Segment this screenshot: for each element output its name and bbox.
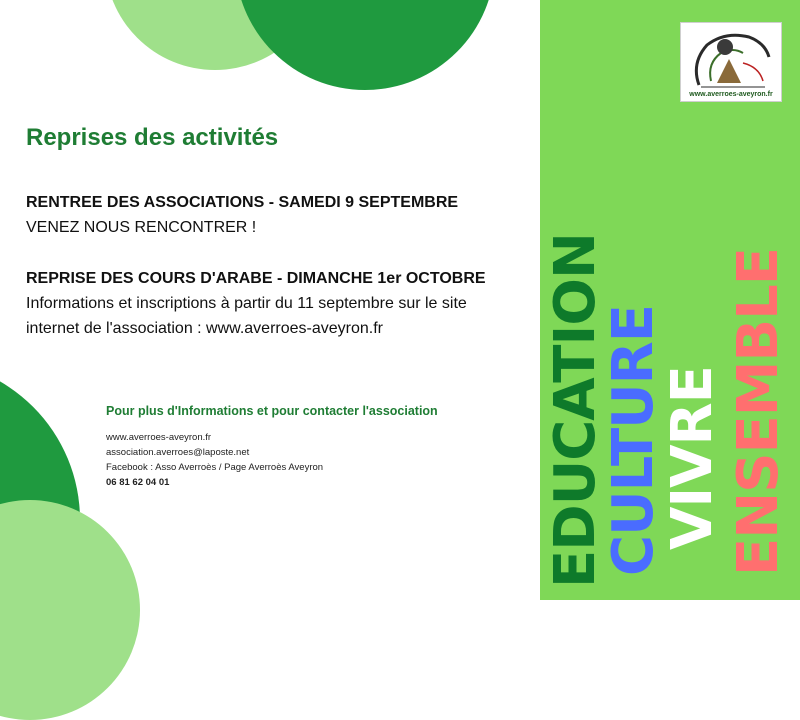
page-title: Reprises des activités [26, 124, 279, 151]
word-ensemble: ENSEMBLE [726, 247, 791, 576]
rentree-text: VENEZ NOUS RENCONTRER ! [26, 219, 257, 236]
decor-circle-dark [235, 0, 495, 90]
contact-title: Pour plus d'Informations et pour contacter l'association [106, 404, 438, 418]
decor-circle-light-left [0, 500, 140, 720]
reprise-block [26, 266, 486, 341]
word-education: EDUCATION [543, 233, 608, 588]
rentree-title: RENTREE DES ASSOCIATIONS - SAMEDI 9 SEPTEMBRE [26, 194, 459, 211]
reprise-line-2: internet de l'association : www.averroes-aveyron.fr [26, 320, 383, 337]
word-culture: CULTURE [601, 304, 666, 576]
contact-facebook: Facebook : Asso Averroès / Page Averroès Aveyron [106, 462, 324, 473]
logo-url: www.averroes-aveyron.fr [689, 91, 773, 98]
side-panel [540, 0, 800, 600]
reprise-title: REPRISE DES COURS D'ARABE - DIMANCHE 1er OCTOBRE [26, 270, 486, 287]
contact-section [106, 404, 438, 490]
contact-phone: 06 81 62 04 01 [106, 477, 170, 488]
contact-website: www.averroes-aveyron.fr [106, 432, 212, 443]
reprise-line-1: Informations et inscriptions à partir du 11 septembre sur le site [26, 295, 467, 312]
word-vivre: VIVRE [660, 366, 725, 550]
rentree-block [26, 190, 458, 240]
contact-email: association.averroes@laposte.net [106, 447, 250, 458]
